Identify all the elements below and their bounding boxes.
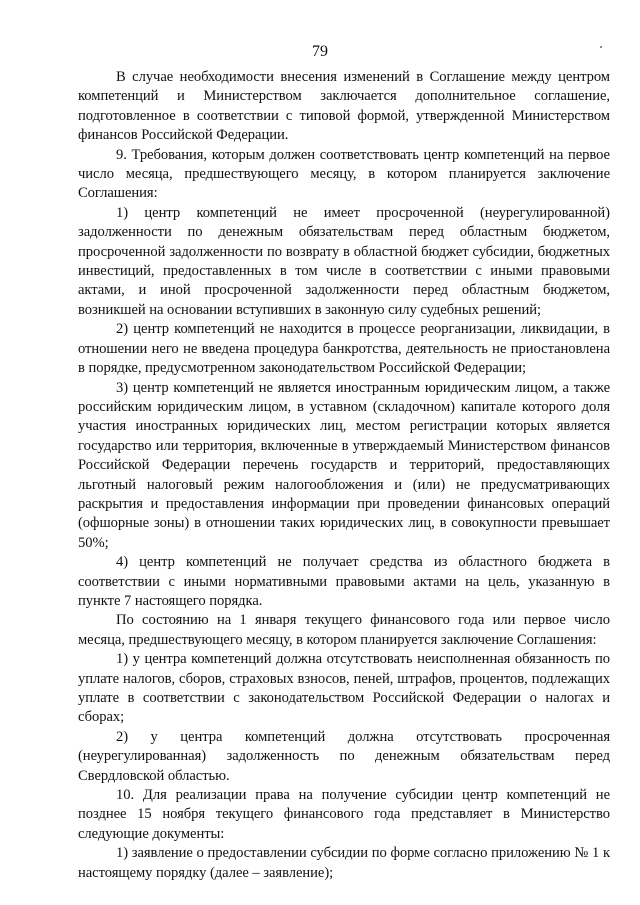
paragraph-9-sub-4: 4) центр компетенций не получает средства из областного бюджета в соответствии с иными нормативными правовыми актами на цель, указанную в пункте 7 настоящего порядка.: [78, 554, 610, 609]
paragraph-9-sub-3: 3) центр компетенций не является иностранным юридическим лицом, а также российским юридическим лицом, в уставном (складочном) капитале которого доля участия иностранных юридических лиц, местом регистрации которых является государство или территория, включенные в утверждаемый Министерством финансов Российской Федерации перечень государств и территорий, предоставляющих льготный налоговый режим налогообложения и (или) не предусматривающих раскрытия и предоставления информации при проведении финансовых операций (офшорные зоны) в отношении таких юридических лиц, в совокупности превышает 50%;: [78, 379, 610, 551]
paragraph-amendment: В случае необходимости внесения изменений в Соглашение между центром компетенций и Министерством заключается дополнительное соглашение, подготовленное в соответствии с типовой формой, утвержденной Министерством финансов Российской Федерации.: [78, 69, 610, 144]
paragraph-9-sub-1: 1) центр компетенций не имеет просроченной (неурегулированной) задолженности по денежным обязательствам перед областным бюджетом, просроченной задолженности по возврату в областной бюджет субсидии, бюджетных инвестиций, предоставленных в том числе в соответствии с иными правовыми актами, и иной просроченной задолженности перед областным бюджетом, возникшей на основании вступивших в законную силу судебных решений;: [78, 204, 610, 318]
paragraph-10-sub-1: 1) заявление о предоставлении субсидии по форме согласно приложению № 1 к настоящему порядку (далее – заявление);: [78, 845, 610, 881]
paragraph-jan-1: По состоянию на 1 января текущего финансового года или первое число месяца, предшествующего месяцу, в котором планируется заключение Соглашения:: [78, 612, 610, 648]
document-body: [78, 68, 610, 883]
scan-speck: [600, 46, 602, 48]
paragraph-item-10: 10. Для реализации права на получение субсидии центр компетенций не позднее 15 ноября текущего финансового года представляет в Министерство следующие документы:: [78, 787, 610, 842]
paragraph-jan-sub-1: 1) у центра компетенций должна отсутствовать неисполненная обязанность по уплате налогов, сборов, страховых взносов, пеней, штрафов, процентов, подлежащих уплате в соответствии с законодательством Российской Федерации о налогах и сборах;: [78, 651, 610, 726]
paragraph-item-9: 9. Требования, которым должен соответствовать центр компетенций на первое число месяца, предшествующего месяцу, в котором планируется заключение Соглашения:: [78, 146, 610, 202]
page-number: 79: [312, 43, 328, 60]
paragraph-jan-sub-2: 2) у центра компетенций должна отсутствовать просроченная (неурегулированная) задолженность по денежным обязательствам перед Свердловской областью.: [78, 728, 610, 784]
paragraph-9-sub-2: 2) центр компетенций не находится в процессе реорганизации, ликвидации, в отношении него не введена процедура банкротства, деятельность не приостановлена в порядке, предусмотренном законодательством Российской Федерации;: [78, 321, 610, 377]
